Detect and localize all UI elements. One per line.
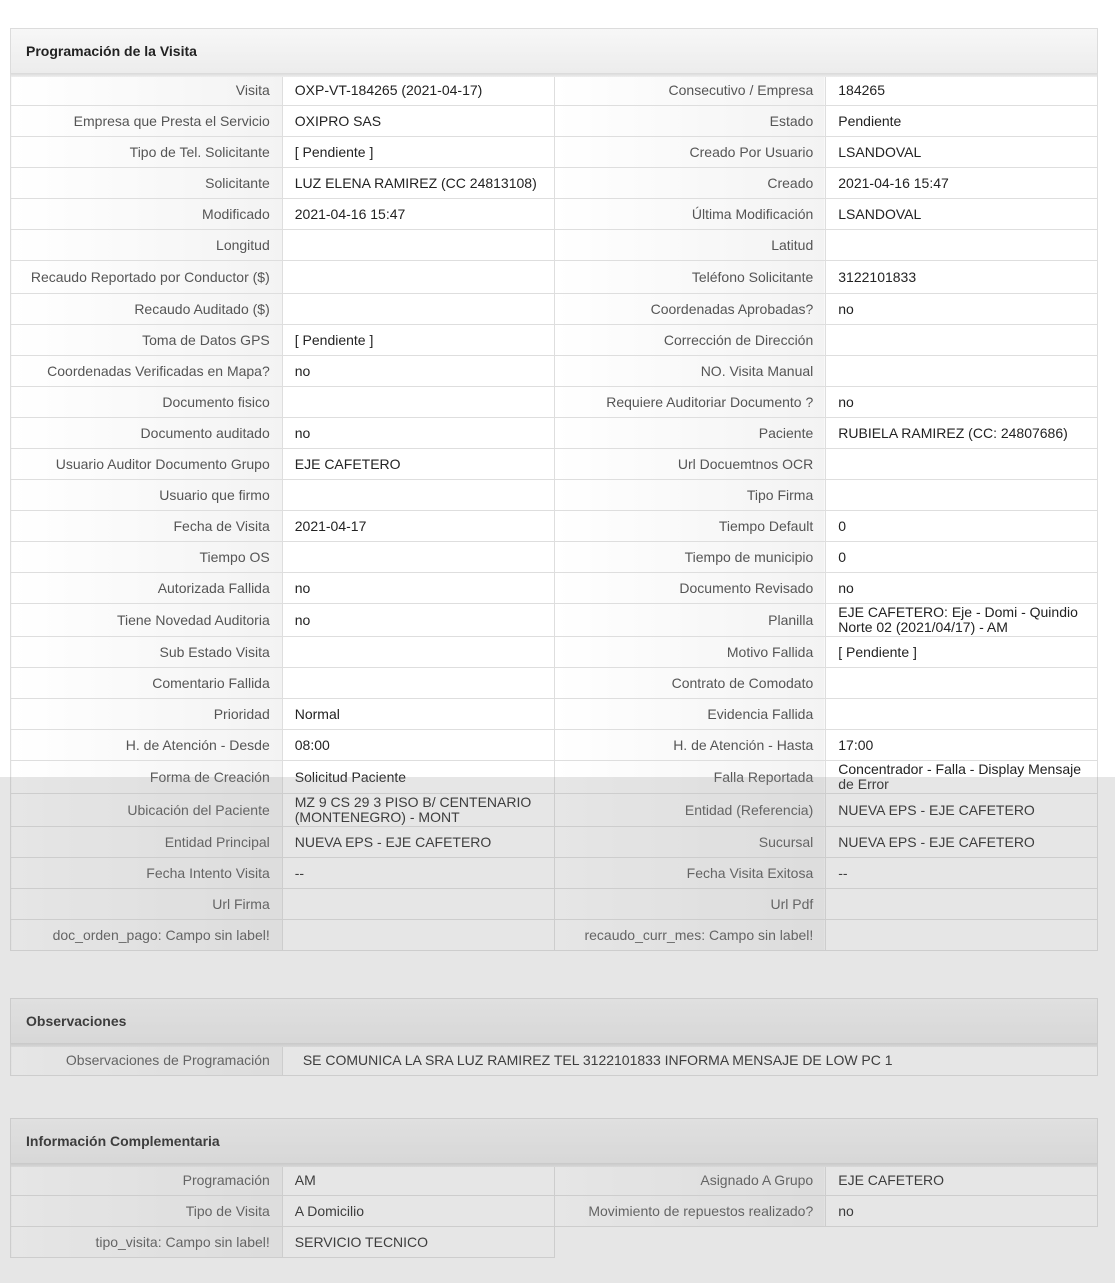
- field-value: [826, 230, 1098, 261]
- field-label: Comentario Fallida: [11, 668, 283, 699]
- table-row: [11, 418, 1098, 449]
- table-row: [11, 1196, 1098, 1227]
- field-value: NUEVA EPS - EJE CAFETERO: [826, 827, 1098, 858]
- field-value: [282, 889, 554, 920]
- field-value: [ Pendiente ]: [282, 325, 554, 356]
- field-label: Url Firma: [11, 889, 283, 920]
- field-value: [282, 542, 554, 573]
- field-label: Paciente: [554, 418, 826, 449]
- table-row: [11, 542, 1098, 573]
- field-label: Entidad (Referencia): [554, 794, 826, 827]
- table-row: [11, 106, 1098, 137]
- field-value: 2021-04-16 15:47: [282, 199, 554, 230]
- field-value: no: [282, 573, 554, 604]
- field-label: Entidad Principal: [11, 827, 283, 858]
- field-label: Usuario que firmo: [11, 480, 283, 511]
- field-label: Coordenadas Verificadas en Mapa?: [11, 356, 283, 387]
- field-value: A Domicilio: [282, 1196, 554, 1227]
- field-value: no: [826, 387, 1098, 418]
- field-value: [282, 920, 554, 951]
- empty-cell: [554, 1227, 826, 1258]
- field-label: Prioridad: [11, 699, 283, 730]
- field-value: SERVICIO TECNICO: [282, 1227, 554, 1258]
- field-value: 3122101833: [826, 261, 1098, 294]
- field-value: no: [826, 573, 1098, 604]
- field-label: Corrección de Dirección: [554, 325, 826, 356]
- observaciones-value: SE COMUNICA LA SRA LUZ RAMIREZ TEL 3122101833 INFORMA MENSAJE DE LOW PC 1: [282, 1045, 1097, 1076]
- table-row: [11, 637, 1098, 668]
- table-row: [11, 168, 1098, 199]
- field-value: 08:00: [282, 730, 554, 761]
- field-value: [282, 294, 554, 325]
- field-label: Motivo Fallida: [554, 637, 826, 668]
- field-label: Consecutivo / Empresa: [554, 75, 826, 106]
- field-value: [282, 480, 554, 511]
- field-label: Creado: [554, 168, 826, 199]
- field-value: 17:00: [826, 730, 1098, 761]
- field-value: --: [282, 858, 554, 889]
- table-row: [11, 449, 1098, 480]
- programacion-section: [10, 28, 1098, 951]
- field-label: Tipo de Tel. Solicitante: [11, 137, 283, 168]
- table-row: [11, 294, 1098, 325]
- field-label: Teléfono Solicitante: [554, 261, 826, 294]
- field-label: Tiempo OS: [11, 542, 283, 573]
- field-label: Forma de Creación: [11, 761, 283, 794]
- field-label: Sub Estado Visita: [11, 637, 283, 668]
- table-row: [11, 230, 1098, 261]
- table-row: [11, 511, 1098, 542]
- field-label: Modificado: [11, 199, 283, 230]
- field-label: Url Docuemtnos OCR: [554, 449, 826, 480]
- field-label: H. de Atención - Hasta: [554, 730, 826, 761]
- field-label: Creado Por Usuario: [554, 137, 826, 168]
- field-label: Empresa que Presta el Servicio: [11, 106, 283, 137]
- field-value: [826, 889, 1098, 920]
- field-label: Url Pdf: [554, 889, 826, 920]
- field-value: [282, 230, 554, 261]
- field-value: 2021-04-17: [282, 511, 554, 542]
- field-value: NUEVA EPS - EJE CAFETERO: [826, 794, 1098, 827]
- field-value: LSANDOVAL: [826, 137, 1098, 168]
- field-value: [282, 387, 554, 418]
- field-value: 0: [826, 511, 1098, 542]
- field-value: [826, 699, 1098, 730]
- table-row: [11, 356, 1098, 387]
- section-title: Información Complementaria: [26, 1133, 220, 1149]
- field-label: Requiere Auditoriar Documento ?: [554, 387, 826, 418]
- table-row: [11, 889, 1098, 920]
- field-label: Tiempo de municipio: [554, 542, 826, 573]
- field-label: Tipo de Visita: [11, 1196, 283, 1227]
- field-value: 0: [826, 542, 1098, 573]
- field-label: Toma de Datos GPS: [11, 325, 283, 356]
- complementaria-table: [10, 1164, 1098, 1258]
- table-row: [11, 761, 1098, 794]
- table-row: [11, 1165, 1098, 1196]
- field-label: Recaudo Auditado ($): [11, 294, 283, 325]
- table-row: [11, 730, 1098, 761]
- field-label: Autorizada Fallida: [11, 573, 283, 604]
- field-label: Fecha de Visita: [11, 511, 283, 542]
- complementaria-section: [10, 1118, 1098, 1258]
- field-label: doc_orden_pago: Campo sin label!: [11, 920, 283, 951]
- empty-cell: [826, 1227, 1098, 1258]
- observaciones-label: Observaciones de Programación: [11, 1045, 283, 1076]
- table-row: [11, 604, 1098, 637]
- field-value: [282, 261, 554, 294]
- field-value: EJE CAFETERO: [826, 1165, 1098, 1196]
- field-value: [ Pendiente ]: [826, 637, 1098, 668]
- field-label: Fecha Visita Exitosa: [554, 858, 826, 889]
- field-value: Solicitud Paciente: [282, 761, 554, 794]
- field-label: Documento Revisado: [554, 573, 826, 604]
- field-value: no: [826, 1196, 1098, 1227]
- field-value: no: [282, 356, 554, 387]
- field-label: Documento auditado: [11, 418, 283, 449]
- table-row: [11, 920, 1098, 951]
- field-value: EJE CAFETERO: Eje - Domi - Quindio Norte 02 (2021/04/17) - AM: [826, 604, 1098, 637]
- programacion-header: [10, 28, 1098, 74]
- programacion-table: [10, 74, 1098, 951]
- field-label: Asignado A Grupo: [554, 1165, 826, 1196]
- field-label: Evidencia Fallida: [554, 699, 826, 730]
- table-row: [11, 668, 1098, 699]
- field-value: 184265: [826, 75, 1098, 106]
- field-value: Concentrador - Falla - Display Mensaje de Error: [826, 761, 1098, 794]
- observaciones-table: [10, 1044, 1098, 1076]
- field-label: Fecha Intento Visita: [11, 858, 283, 889]
- table-row: [11, 261, 1098, 294]
- field-value: OXP-VT-184265 (2021-04-17): [282, 75, 554, 106]
- field-value: 2021-04-16 15:47: [826, 168, 1098, 199]
- table-row: [11, 75, 1098, 106]
- table-row: [11, 137, 1098, 168]
- field-label: Programación: [11, 1165, 283, 1196]
- field-label: Contrato de Comodato: [554, 668, 826, 699]
- table-row: [11, 199, 1098, 230]
- field-label: Latitud: [554, 230, 826, 261]
- field-label: Estado: [554, 106, 826, 137]
- field-value: [282, 668, 554, 699]
- field-value: --: [826, 858, 1098, 889]
- table-row: [11, 827, 1098, 858]
- field-value: MZ 9 CS 29 3 PISO B/ CENTENARIO (MONTENEGRO) - MONT: [282, 794, 554, 827]
- field-value: no: [282, 604, 554, 637]
- field-label: Tiene Novedad Auditoria: [11, 604, 283, 637]
- field-value: [826, 668, 1098, 699]
- field-value: [826, 325, 1098, 356]
- table-row: [11, 573, 1098, 604]
- table-row: [11, 387, 1098, 418]
- section-title: Observaciones: [26, 1013, 127, 1029]
- field-label: Solicitante: [11, 168, 283, 199]
- field-value: no: [282, 418, 554, 449]
- field-value: [282, 637, 554, 668]
- field-label: Última Modificación: [554, 199, 826, 230]
- field-value: LUZ ELENA RAMIREZ (CC 24813108): [282, 168, 554, 199]
- field-value: AM: [282, 1165, 554, 1196]
- field-value: [826, 356, 1098, 387]
- field-label: Coordenadas Aprobadas?: [554, 294, 826, 325]
- table-row: [11, 325, 1098, 356]
- table-row: [11, 480, 1098, 511]
- field-value: OXIPRO SAS: [282, 106, 554, 137]
- section-title: Programación de la Visita: [26, 43, 197, 59]
- field-label: Planilla: [554, 604, 826, 637]
- field-label: Sucursal: [554, 827, 826, 858]
- table-row: [11, 1045, 1098, 1076]
- table-row: [11, 1227, 1098, 1258]
- field-label: Longitud: [11, 230, 283, 261]
- field-value: [826, 920, 1098, 951]
- observaciones-header: [10, 998, 1098, 1044]
- field-value: [826, 449, 1098, 480]
- field-label: Recaudo Reportado por Conductor ($): [11, 261, 283, 294]
- field-value: EJE CAFETERO: [282, 449, 554, 480]
- table-row: [11, 699, 1098, 730]
- field-label: Visita: [11, 75, 283, 106]
- field-label: H. de Atención - Desde: [11, 730, 283, 761]
- field-value: [ Pendiente ]: [282, 137, 554, 168]
- field-label: Tiempo Default: [554, 511, 826, 542]
- field-label: Falla Reportada: [554, 761, 826, 794]
- field-value: LSANDOVAL: [826, 199, 1098, 230]
- complementaria-header: [10, 1118, 1098, 1164]
- field-label: Usuario Auditor Documento Grupo: [11, 449, 283, 480]
- field-value: NUEVA EPS - EJE CAFETERO: [282, 827, 554, 858]
- field-value: Pendiente: [826, 106, 1098, 137]
- field-value: [826, 480, 1098, 511]
- field-value: no: [826, 294, 1098, 325]
- field-label: recaudo_curr_mes: Campo sin label!: [554, 920, 826, 951]
- observaciones-section: [10, 998, 1098, 1076]
- table-row: [11, 794, 1098, 827]
- field-value: Normal: [282, 699, 554, 730]
- field-label: Documento fisico: [11, 387, 283, 418]
- field-value: RUBIELA RAMIREZ (CC: 24807686): [826, 418, 1098, 449]
- field-label: Tipo Firma: [554, 480, 826, 511]
- field-label: tipo_visita: Campo sin label!: [11, 1227, 283, 1258]
- field-label: Ubicación del Paciente: [11, 794, 283, 827]
- table-row: [11, 858, 1098, 889]
- field-label: Movimiento de repuestos realizado?: [554, 1196, 826, 1227]
- field-label: NO. Visita Manual: [554, 356, 826, 387]
